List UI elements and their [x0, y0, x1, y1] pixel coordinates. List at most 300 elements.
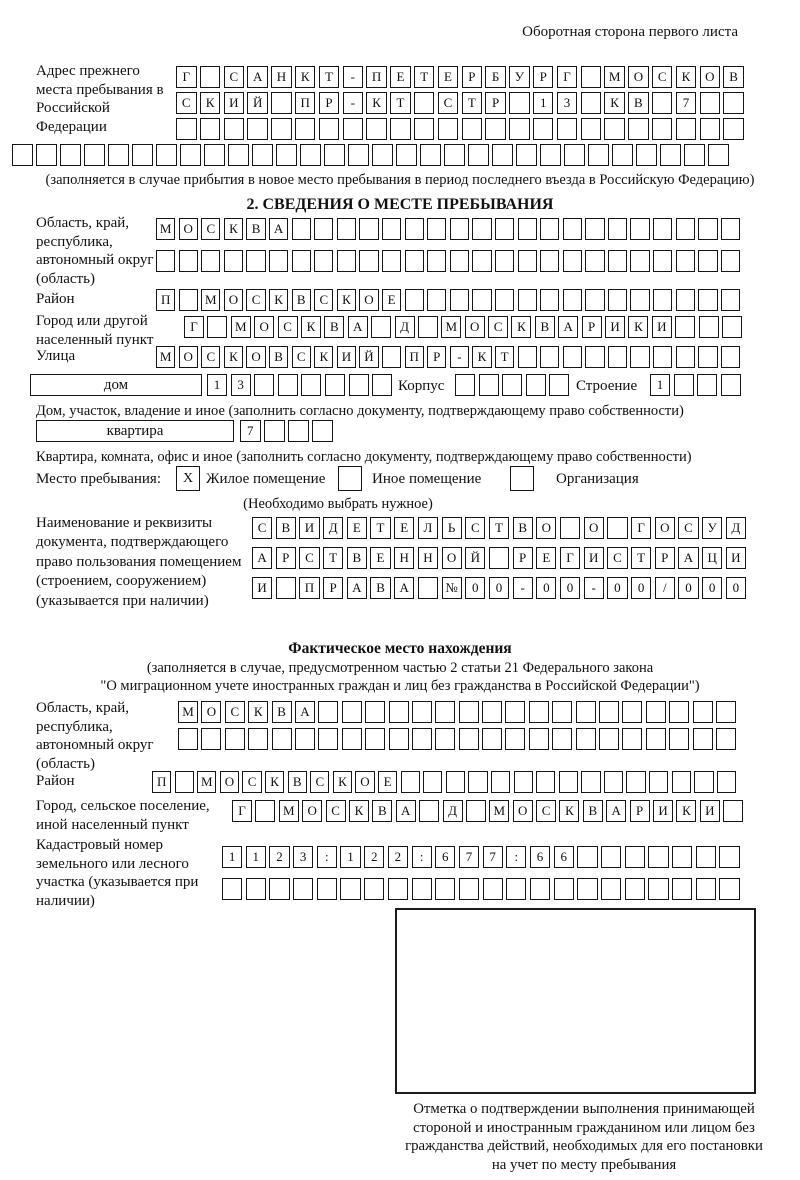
char-cell: П — [405, 346, 424, 368]
char-cell: П — [366, 66, 387, 88]
char-cell: Р — [276, 547, 296, 569]
empty-cell — [612, 144, 633, 166]
empty-cell — [577, 846, 597, 868]
empty-cell — [540, 250, 559, 272]
char-cell: О — [179, 346, 198, 368]
empty-cell — [444, 144, 465, 166]
char-cell: С — [225, 701, 245, 723]
empty-cell — [271, 92, 292, 114]
empty-cell — [563, 346, 582, 368]
empty-cell — [540, 144, 561, 166]
char-cell: С — [201, 346, 220, 368]
char-cell: Т — [489, 517, 509, 539]
empty-cell — [684, 144, 705, 166]
char-cell: К — [301, 316, 321, 338]
char-cell: С — [278, 316, 298, 338]
char-cell: О — [355, 771, 374, 793]
char-cell: К — [366, 92, 387, 114]
empty-cell — [317, 878, 337, 900]
char-cell: К — [337, 289, 356, 311]
empty-cell — [491, 771, 510, 793]
stroenie-cells — [650, 374, 744, 396]
korpus-cells — [455, 374, 573, 396]
empty-cell — [721, 289, 740, 311]
empty-cell — [652, 118, 673, 140]
empty-cell — [435, 701, 455, 723]
char-cell: С — [224, 66, 245, 88]
empty-cell — [314, 218, 333, 240]
other-premises-label: Иное помещение — [372, 471, 482, 487]
empty-cell — [84, 144, 105, 166]
empty-cell — [653, 218, 672, 240]
empty-cell — [295, 728, 315, 750]
empty-cell — [228, 144, 249, 166]
empty-cell — [557, 118, 578, 140]
char-cell: Е — [438, 66, 459, 88]
char-cell: М — [604, 66, 625, 88]
char-cell: Л — [418, 517, 438, 539]
empty-cell — [607, 517, 627, 539]
actual-location-note-1: (заполняется в случае, предусмотренном частью 2 статьи 21 Федерального закона — [146, 660, 654, 676]
empty-cell — [630, 250, 649, 272]
char-cell: А — [269, 218, 288, 240]
char-cell: М — [279, 800, 299, 822]
char-cell: : — [506, 846, 526, 868]
empty-cell — [343, 118, 364, 140]
empty-cell — [248, 728, 268, 750]
empty-cell — [359, 218, 378, 240]
empty-cell — [269, 250, 288, 272]
empty-cell — [563, 218, 582, 240]
char-cell: О — [220, 771, 239, 793]
empty-cell — [696, 846, 716, 868]
empty-cell — [405, 218, 424, 240]
char-cell: Т — [390, 92, 411, 114]
char-cell: К — [224, 218, 243, 240]
empty-cell — [540, 346, 559, 368]
empty-cell — [529, 728, 549, 750]
empty-cell — [468, 144, 489, 166]
char-cell: О — [536, 517, 556, 539]
empty-cell — [518, 218, 537, 240]
char-cell: Е — [370, 547, 390, 569]
empty-cell — [450, 218, 469, 240]
empty-cell — [337, 218, 356, 240]
char-cell: - — [343, 66, 364, 88]
char-cell: К — [349, 800, 369, 822]
empty-cell — [653, 346, 672, 368]
char-cell: О — [224, 289, 243, 311]
empty-cell — [179, 250, 198, 272]
region-row-1 — [156, 218, 743, 240]
char-cell: Н — [271, 66, 292, 88]
empty-cell — [516, 144, 537, 166]
char-cell: И — [584, 547, 604, 569]
empty-cell — [719, 878, 739, 900]
empty-cell — [716, 728, 736, 750]
empty-cell — [676, 118, 697, 140]
char-cell: 3 — [557, 92, 578, 114]
empty-cell — [576, 701, 596, 723]
empty-cell — [599, 728, 619, 750]
empty-cell — [446, 771, 465, 793]
actual-city-cells — [232, 800, 747, 822]
char-cell: 0 — [607, 577, 627, 599]
empty-cell — [482, 728, 502, 750]
char-cell: 7 — [240, 420, 261, 442]
empty-cell — [132, 144, 153, 166]
char-cell: Т — [319, 66, 340, 88]
empty-cell — [423, 771, 442, 793]
document-row-1 — [252, 517, 749, 539]
empty-cell — [630, 346, 649, 368]
empty-cell — [700, 118, 721, 140]
house-note: Дом, участок, владение и иное (заполнить согласно документу, подтверждающему право собственности) — [36, 403, 684, 419]
char-cell: К — [511, 316, 531, 338]
empty-cell — [698, 289, 717, 311]
empty-cell — [60, 144, 81, 166]
char-cell: К — [265, 771, 284, 793]
empty-cell — [509, 92, 530, 114]
empty-cell — [314, 250, 333, 272]
prev-address-label: Адрес прежнего места пребывания в Российской Федерации — [36, 63, 164, 135]
char-cell: А — [348, 316, 368, 338]
char-cell: В — [535, 316, 555, 338]
house-cells — [207, 374, 396, 396]
char-cell: 7 — [459, 846, 479, 868]
empty-cell — [636, 144, 657, 166]
empty-cell — [693, 728, 713, 750]
char-cell: О — [201, 701, 221, 723]
empty-cell — [254, 374, 274, 396]
actual-region-row-1 — [178, 701, 739, 723]
empty-cell — [540, 289, 559, 311]
char-cell: К — [559, 800, 579, 822]
char-cell: Д — [323, 517, 343, 539]
empty-cell — [526, 374, 546, 396]
char-cell: И — [653, 800, 673, 822]
empty-cell — [224, 250, 243, 272]
empty-cell — [669, 728, 689, 750]
empty-cell — [648, 878, 668, 900]
char-cell: Е — [394, 517, 414, 539]
empty-cell — [696, 878, 716, 900]
char-cell: С — [252, 517, 272, 539]
char-cell: 7 — [483, 846, 503, 868]
empty-cell — [272, 728, 292, 750]
char-cell: К — [248, 701, 268, 723]
char-cell: В — [370, 577, 390, 599]
empty-cell — [459, 701, 479, 723]
empty-cell — [564, 144, 585, 166]
char-cell: А — [678, 547, 698, 569]
empty-cell — [585, 346, 604, 368]
char-cell: Р — [655, 547, 675, 569]
organization-label: Организация — [556, 471, 639, 487]
empty-cell — [390, 118, 411, 140]
char-cell: У — [509, 66, 530, 88]
char-cell: О — [655, 517, 675, 539]
empty-cell — [419, 800, 439, 822]
char-cell: Р — [630, 800, 650, 822]
char-cell: С — [488, 316, 508, 338]
empty-cell — [530, 878, 550, 900]
empty-cell — [653, 250, 672, 272]
char-cell: Г — [184, 316, 204, 338]
char-cell: В — [246, 218, 265, 240]
empty-cell — [604, 771, 623, 793]
empty-cell — [389, 728, 409, 750]
empty-cell — [529, 701, 549, 723]
char-cell: 0 — [678, 577, 698, 599]
empty-cell — [533, 118, 554, 140]
empty-cell — [585, 289, 604, 311]
char-cell: 1 — [207, 374, 227, 396]
char-cell: С — [536, 800, 556, 822]
char-cell: А — [606, 800, 626, 822]
char-cell: П — [299, 577, 319, 599]
empty-cell — [342, 728, 362, 750]
empty-cell — [672, 846, 692, 868]
empty-cell — [292, 218, 311, 240]
char-cell: К — [628, 316, 648, 338]
char-cell: И — [652, 316, 672, 338]
empty-cell — [382, 346, 401, 368]
empty-cell — [608, 218, 627, 240]
char-cell: С — [314, 289, 333, 311]
region-row-2 — [156, 250, 743, 272]
char-cell: А — [558, 316, 578, 338]
char-cell: П — [295, 92, 316, 114]
empty-cell — [676, 346, 695, 368]
empty-cell — [450, 250, 469, 272]
char-cell: И — [224, 92, 245, 114]
section2-heading: 2. СВЕДЕНИЯ О МЕСТЕ ПРЕБЫВАНИЯ — [246, 196, 554, 213]
empty-cell — [601, 846, 621, 868]
char-cell: 3 — [231, 374, 251, 396]
empty-cell — [175, 771, 194, 793]
char-cell: С — [465, 517, 485, 539]
empty-cell — [388, 878, 408, 900]
empty-cell — [576, 728, 596, 750]
empty-cell — [401, 771, 420, 793]
residential-checkbox: X — [176, 466, 200, 491]
empty-cell — [300, 144, 321, 166]
empty-cell — [628, 118, 649, 140]
char-cell: Б — [485, 66, 506, 88]
actual-district-cells — [152, 771, 739, 793]
empty-cell — [459, 878, 479, 900]
empty-cell — [450, 289, 469, 311]
apartment-note: Квартира, комната, офис и иное (заполнить согласно документу, подтверждающему право собственности) — [36, 449, 692, 465]
char-cell: 3 — [293, 846, 313, 868]
char-cell: С — [176, 92, 197, 114]
char-cell: Т — [370, 517, 390, 539]
char-cell: 0 — [726, 577, 746, 599]
empty-cell — [427, 250, 446, 272]
char-cell: С — [242, 771, 261, 793]
empty-cell — [552, 728, 572, 750]
char-cell: : — [412, 846, 432, 868]
prev-address-row-2 — [176, 92, 747, 114]
empty-cell — [495, 289, 514, 311]
char-cell: 6 — [530, 846, 550, 868]
empty-cell — [601, 878, 621, 900]
empty-cell — [581, 92, 602, 114]
empty-cell — [723, 92, 744, 114]
empty-cell — [723, 118, 744, 140]
empty-cell — [459, 728, 479, 750]
char-cell: К — [333, 771, 352, 793]
char-cell: 7 — [676, 92, 697, 114]
empty-cell — [646, 728, 666, 750]
empty-cell — [288, 420, 309, 442]
empty-cell — [536, 771, 555, 793]
char-cell: Г — [631, 517, 651, 539]
char-cell: О — [584, 517, 604, 539]
empty-cell — [554, 878, 574, 900]
empty-cell — [708, 144, 729, 166]
empty-cell — [396, 144, 417, 166]
char-cell: - — [584, 577, 604, 599]
char-cell: П — [152, 771, 171, 793]
char-cell: М — [489, 800, 509, 822]
region-label: Область, край, республика, автономный округ (область) — [36, 215, 154, 287]
char-cell: М — [197, 771, 216, 793]
prev-address-row-3 — [176, 118, 747, 140]
empty-cell — [472, 289, 491, 311]
empty-cell — [722, 316, 742, 338]
confirmation-stamp-box — [395, 908, 756, 1094]
empty-cell — [414, 92, 435, 114]
char-cell: М — [178, 701, 198, 723]
char-cell: А — [347, 577, 367, 599]
char-cell: С — [201, 218, 220, 240]
empty-cell — [264, 420, 285, 442]
empty-cell — [301, 374, 321, 396]
empty-cell — [608, 289, 627, 311]
char-cell: 2 — [269, 846, 289, 868]
stamp-note: Отметка о подтверждении выполнения принимающей стороной и иностранным гражданином или лицом без гражданства действий, необходимых для его постановки на учет по месту пребывания — [405, 1101, 763, 1173]
empty-cell — [365, 728, 385, 750]
char-cell: В — [324, 316, 344, 338]
char-cell: 6 — [554, 846, 574, 868]
document-row-3 — [252, 577, 749, 599]
empty-cell — [674, 374, 694, 396]
char-cell: Р — [323, 577, 343, 599]
city-label: Город или другой населенный пункт — [36, 313, 154, 348]
char-cell: 0 — [465, 577, 485, 599]
prev-address-note: (заполняется в случае прибытия в новое место пребывания в период последнего въезда в Российскую Федерацию) — [45, 172, 755, 188]
char-cell: О — [246, 346, 265, 368]
empty-cell — [604, 118, 625, 140]
char-cell: Р — [319, 92, 340, 114]
char-cell: Й — [359, 346, 378, 368]
char-cell: В — [583, 800, 603, 822]
char-cell: Д — [726, 517, 746, 539]
char-cell: О — [465, 316, 485, 338]
char-cell: С — [607, 547, 627, 569]
empty-cell — [672, 878, 692, 900]
empty-cell — [492, 144, 513, 166]
char-cell: / — [655, 577, 675, 599]
actual-region-row-2 — [178, 728, 739, 750]
char-cell: К — [676, 66, 697, 88]
cadastre-row-2 — [222, 878, 743, 900]
char-cell: - — [450, 346, 469, 368]
char-cell: О — [179, 218, 198, 240]
empty-cell — [366, 118, 387, 140]
empty-cell — [625, 846, 645, 868]
empty-cell — [372, 144, 393, 166]
char-cell: К — [472, 346, 491, 368]
empty-cell — [646, 701, 666, 723]
empty-cell — [438, 118, 459, 140]
char-cell: А — [247, 66, 268, 88]
char-cell: С — [292, 346, 311, 368]
empty-cell — [585, 250, 604, 272]
district-label: Район — [36, 291, 75, 307]
char-cell: В — [272, 701, 292, 723]
organization-checkbox — [510, 466, 534, 491]
empty-cell — [292, 250, 311, 272]
char-cell: - — [343, 92, 364, 114]
cadastre-label: Кадастровый номер земельного или лесного участка (указывается при наличии) — [36, 837, 199, 909]
char-cell: Р — [513, 547, 533, 569]
char-cell: Е — [390, 66, 411, 88]
empty-cell — [372, 374, 392, 396]
empty-cell — [599, 701, 619, 723]
empty-cell — [559, 771, 578, 793]
char-cell: Г — [560, 547, 580, 569]
empty-cell — [495, 218, 514, 240]
char-cell: М — [231, 316, 251, 338]
char-cell: И — [337, 346, 356, 368]
char-cell: О — [700, 66, 721, 88]
char-cell: В — [723, 66, 744, 88]
empty-cell — [418, 316, 438, 338]
stroenie-label: Строение — [576, 378, 638, 394]
empty-cell — [222, 878, 242, 900]
city-cells — [184, 316, 745, 338]
empty-cell — [435, 878, 455, 900]
empty-cell — [489, 547, 509, 569]
char-cell: Т — [323, 547, 343, 569]
char-cell: А — [396, 800, 416, 822]
empty-cell — [200, 66, 221, 88]
empty-cell — [312, 420, 333, 442]
char-cell: С — [310, 771, 329, 793]
empty-cell — [382, 250, 401, 272]
char-cell: Д — [395, 316, 415, 338]
empty-cell — [337, 250, 356, 272]
empty-cell — [207, 316, 227, 338]
char-cell: А — [252, 547, 272, 569]
empty-cell — [435, 728, 455, 750]
cadastre-row-1 — [222, 846, 743, 868]
empty-cell — [371, 316, 391, 338]
empty-cell — [648, 846, 668, 868]
empty-cell — [581, 118, 602, 140]
empty-cell — [505, 728, 525, 750]
residential-label: Жилое помещение — [206, 471, 326, 487]
char-cell: П — [156, 289, 175, 311]
char-cell: И — [726, 547, 746, 569]
char-cell: 0 — [702, 577, 722, 599]
empty-cell — [176, 118, 197, 140]
empty-cell — [204, 144, 225, 166]
char-cell: А — [295, 701, 315, 723]
